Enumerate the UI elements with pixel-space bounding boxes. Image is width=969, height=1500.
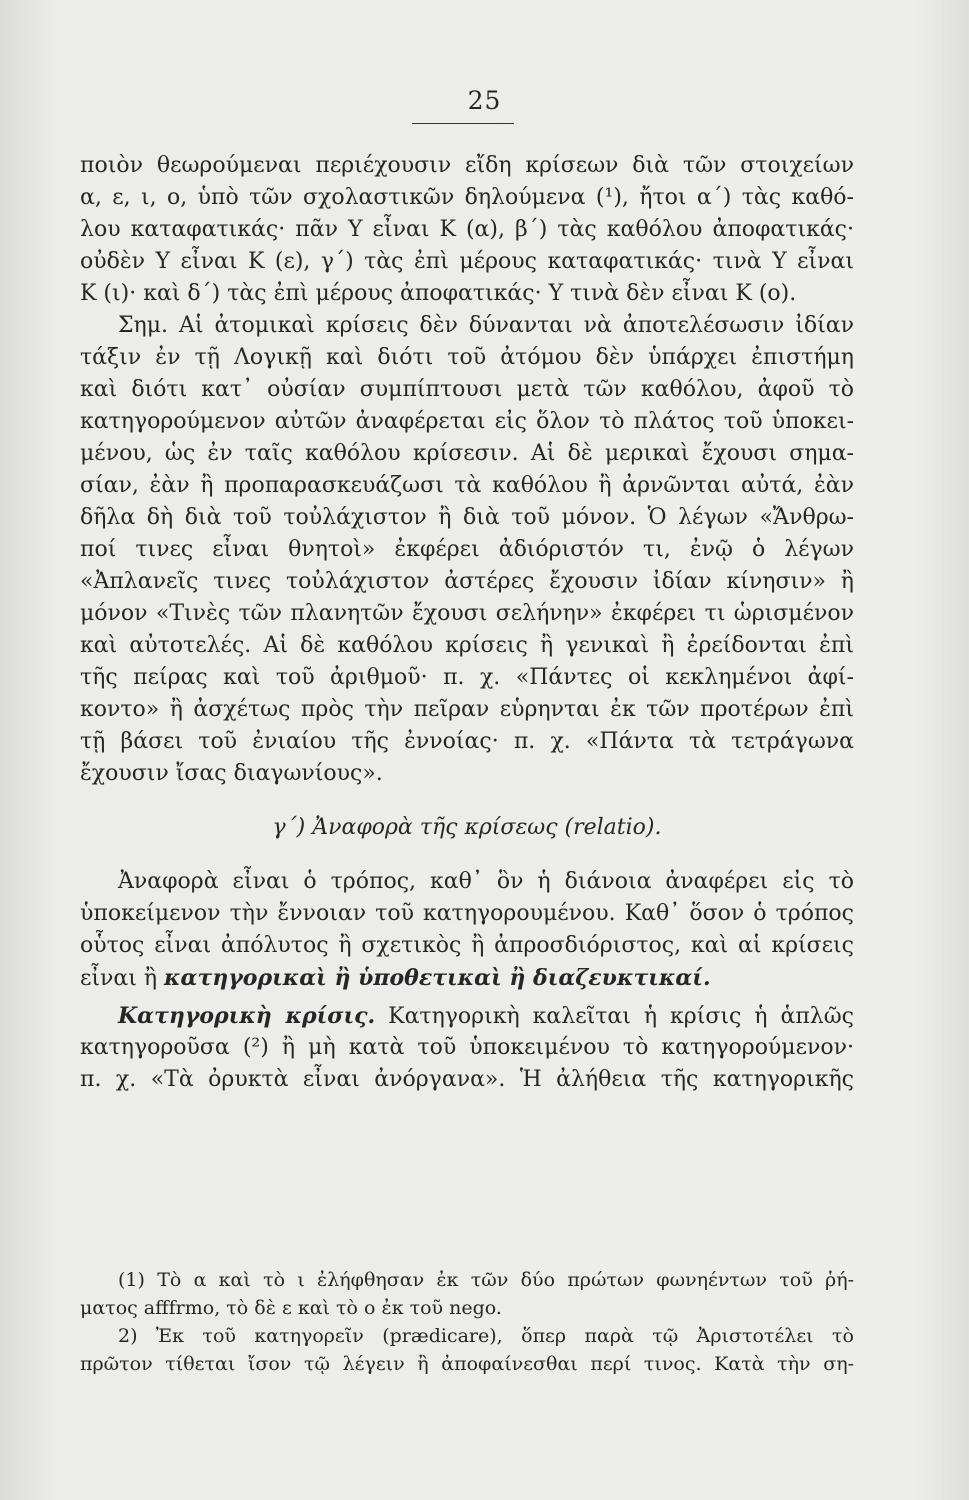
subsection-title: Κατηγορικὴ κρίσις.: [118, 1003, 376, 1029]
text-segment: Κατηγορικὴ καλεῖται ἡ κρίσις ἡ ἁπλῶς: [375, 1004, 854, 1029]
text-line: δῆλα δὴ διὰ τοῦ τοὐλάχιστον ἢ διὰ τοῦ μόνον. Ὁ λέγων «Ἄνθρω-: [80, 505, 854, 530]
text-line: ποιὸν θεωρούμεναι περιέχουσιν εἴδη κρίσεων διὰ τῶν στοιχείων: [80, 153, 854, 178]
text-line: μένου, ὡς ἐν ταῖς καθόλου κρίσεσιν. Αἱ δὲ μερικαὶ ἔχουσι σημα-: [80, 441, 854, 466]
footnote-line: πρῶτον τίθεται ἴσον τῷ λέγειν ἢ ἀποφαίνεσθαι περί τινος. Κατὰ τὴν ση-: [80, 1353, 854, 1375]
text-line: κοντο» ἢ ἀσχέτως πρὸς τὴν πεῖραν εὑρηνται ἐκ τῶν προτέρων ἐπὶ: [80, 697, 854, 722]
text-line: ἔχουσιν ἴσας διαγωνίους».: [80, 761, 383, 786]
text-line: «Ἀπλανεῖς τινες τοὐλάχιστον ἀστέρες ἔχουσιν ἰδίαν κίνησιν» ἢ: [80, 569, 854, 594]
text-line: ὑποκείμενον τὴν ἔννοιαν τοῦ κατηγορουμένου. Καθ᾽ ὅσον ὁ τρόπος: [80, 901, 854, 926]
text-segment: εἶναι ἢ: [80, 966, 165, 991]
text-line: π. χ. «Τὰ ὀρυκτὰ εἶναι ἀνόργανα». Ἡ ἀλήθεια τῆς κατηγορικῆς: [80, 1067, 854, 1092]
footnote-line: (1) Τὸ α καὶ τὸ ι ἐλήφθησαν ἐκ τῶν δύο πρώτων φωνηέντων τοῦ ῥή-: [118, 1269, 854, 1291]
text-line: λου καταφατικάς· πᾶν Υ εἶναι Κ (α), β΄) τὰς καθόλου ἀποφατικάς·: [80, 217, 854, 242]
text-line: τῇ βάσει τοῦ ἐνιαίου τῆς ἐννοίας· π. χ. «Πάντα τὰ τετράγωνα: [80, 729, 854, 754]
text-line: καὶ αὐτοτελές. Αἱ δὲ καθόλου κρίσεις ἢ γενικαὶ ἢ ἐρείδονται ἐπὶ: [80, 633, 854, 658]
text-line: Κ (ι)· καὶ δ΄) τὰς ἐπὶ μέρους ἀποφατικάς· Υ τινὰ δὲν εἶναι Κ (ο).: [80, 281, 797, 306]
text-line: οὗτος εἶναι ἀπόλυτος ἢ σχετικὸς ἢ ἀπροσδιόριστος, καὶ αἱ κρίσεις: [80, 933, 854, 958]
footnotes: [80, 1266, 854, 1378]
text-line: οὐδὲν Υ εἶναι Κ (ε), γ΄) τὰς ἐπὶ μέρους καταφατικάς· τινὰ Υ εἶναι: [80, 249, 854, 274]
header-rule: [412, 123, 514, 124]
text-line: Ἀναφορὰ εἶναι ὁ τρόπος, καθ᾽ ὃν ἡ διάνοια ἀναφέρει εἰς τὸ: [118, 869, 854, 894]
text-line: [80, 1000, 854, 1032]
section-heading: γ΄) Ἀναφορὰ τῆς κρίσεως (relatio).: [272, 815, 662, 840]
footnote-line: 2) Ἐκ τοῦ κατηγορεῖν (prædicare), ὅπερ παρὰ τῷ Ἀριστοτέλει τὸ: [118, 1325, 854, 1347]
footnote-line: ματος afffrmo, τὸ δὲ ε καὶ τὸ ο ἐκ τοῦ nego.: [80, 1297, 502, 1319]
text-line: [80, 962, 854, 994]
main-text: [80, 150, 854, 1096]
page-number: 25: [467, 86, 502, 115]
text-line: τῆς πείρας καὶ τοῦ ἀριθμοῦ· π. χ. «Πάντες οἱ κεκλημένοι ἀφί-: [80, 665, 854, 690]
text-line: καὶ διότι κατ᾽ οὐσίαν συμπίπτουσι μετὰ τῶν καθόλου, ἀφοῦ τὸ: [80, 377, 854, 402]
text-line: μόνον «Τινὲς τῶν πλανητῶν ἔχουσι σελήνην» ἐκφέρει τι ὡρισμένον: [80, 601, 854, 626]
text-line: κατηγορούμενον αὐτῶν ἀναφέρεται εἰς ὅλον τὸ πλάτος τοῦ ὑποκει-: [80, 409, 854, 434]
text-line: ποί τινες εἶναι θνητοὶ» ἐκφέρει ἀδιόριστόν τι, ἐνῷ ὁ λέγων: [80, 537, 854, 562]
text-line: κατηγοροῦσα (²) ἢ μὴ κατὰ τοῦ ὑποκειμένου τὸ κατηγορούμενον·: [80, 1035, 854, 1060]
emphasized-terms: κατηγορικαὶ ἢ ὑποθετικαὶ ἢ διαζευκτικαί.: [164, 965, 711, 991]
text-line: σίαν, ἐὰν ἢ προπαρασκευάζωσι τὰ καθόλου ἢ ἀρνῶνται αὐτά, ἐὰν: [80, 473, 854, 498]
text-line: Σημ. Αἱ ἀτομικαὶ κρίσεις δὲν δύνανται νὰ ἀποτελέσωσιν ἰδίαν: [118, 313, 854, 338]
text-line: α, ε, ι, ο, ὑπὸ τῶν σχολαστικῶν δηλούμενα (¹), ἤτοι α΄) τὰς καθό-: [80, 185, 854, 210]
text-line: τάξιν ἐν τῇ Λογικῇ καὶ διότι τοῦ ἀτόμου δὲν ὑπάρχει ἐπιστήμη: [80, 345, 854, 370]
